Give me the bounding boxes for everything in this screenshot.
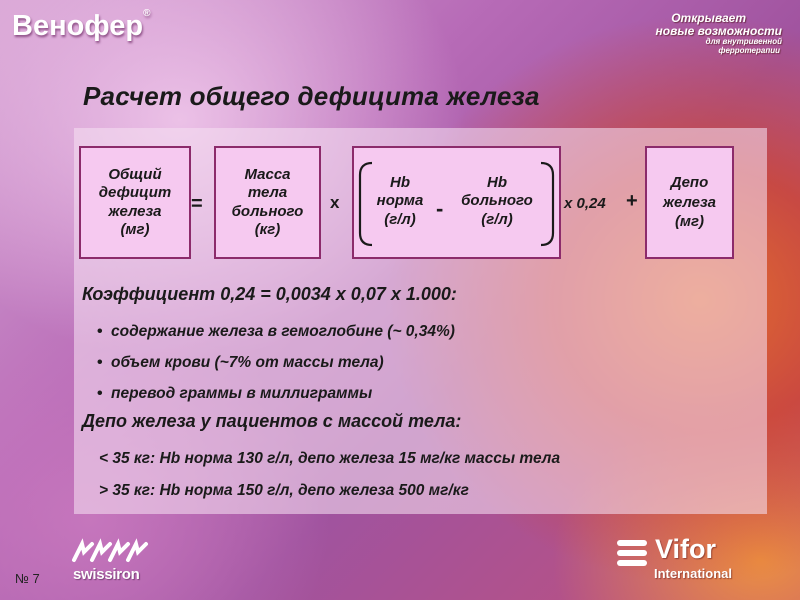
factor-label: x 0,24 <box>564 195 606 212</box>
vifor-name: Vifor <box>655 534 717 564</box>
vifor-logo <box>615 534 733 581</box>
body-mass-box <box>214 146 321 259</box>
minus-sign: - <box>436 196 444 221</box>
brand-name: Венофер <box>12 10 144 42</box>
hb-norm-line: Hb <box>390 174 410 191</box>
list-item-text: объем крови (~7% от массы тела) <box>111 353 384 371</box>
coefficient-heading: Коэффициент 0,24 = 0,0034 x 0,07 x 1.000: <box>82 284 457 304</box>
mass-line: больного <box>231 202 304 220</box>
list-item-text: содержание железа в гемоглобине (~ 0,34%) <box>111 322 455 340</box>
hb-norm <box>367 174 433 229</box>
deficit-line: Общий <box>108 165 162 183</box>
bullet-icon: • <box>97 353 103 371</box>
bullet-icon: • <box>97 384 103 402</box>
tagline-line-2: новые возможности <box>655 23 782 38</box>
swissiron-logo <box>70 538 150 583</box>
hb-norm-line: (г/л) <box>384 210 416 228</box>
depot-line: железа <box>662 193 717 211</box>
hb-patient-line: (г/л) <box>481 210 513 228</box>
tagline-line-1: Открывает <box>671 11 746 25</box>
coefficient-list <box>97 316 455 409</box>
hb-patient <box>450 174 544 229</box>
depot-line: (мг) <box>674 213 705 231</box>
swissiron-text: swissiron <box>73 566 140 583</box>
brand-logo <box>12 10 151 43</box>
depot-line: Депо <box>670 174 709 192</box>
registered-mark: ® <box>143 8 151 19</box>
deficit-box <box>79 146 191 259</box>
swissiron-mark-icon <box>70 538 150 564</box>
depot-heading: Депо железа у пациентов с массой тела: <box>82 411 462 431</box>
hb-patient-line: Hb <box>487 174 507 191</box>
mass-line: Масса <box>244 165 291 183</box>
weight-list <box>99 443 560 507</box>
weight-rule: > 35 кг: Hb норма 150 г/л, депо железа 500 мг/кг <box>99 482 469 499</box>
vifor-stripes-icon <box>615 538 651 570</box>
mass-line: тела <box>247 184 288 202</box>
tagline <box>656 12 782 55</box>
equals-sign: = <box>191 193 203 215</box>
multiply-sign: x <box>330 193 340 212</box>
deficit-line: железа <box>108 202 162 220</box>
list-item-text: перевод граммы в миллиграммы <box>111 384 373 402</box>
hb-patient-line: больного <box>461 192 533 210</box>
deficit-line: (мг) <box>120 220 150 238</box>
page-number: № 7 <box>15 571 40 586</box>
tagline-line-4: ферротерапии <box>718 45 780 55</box>
slide-title: Расчет общего дефицита железа <box>83 81 540 111</box>
list-item <box>97 347 455 378</box>
vifor-subtitle: International <box>654 566 733 581</box>
list-item <box>97 378 455 409</box>
list-item <box>97 316 455 347</box>
weight-rule: < 35 кг: Hb норма 130 г/л, депо железа 15 мг/кг массы тела <box>99 450 561 467</box>
hb-norm-line: норма <box>376 192 424 210</box>
mass-line: (кг) <box>254 220 281 238</box>
iron-depot-box <box>645 146 734 259</box>
deficit-line: дефицит <box>98 184 172 202</box>
bullet-icon: • <box>97 322 103 340</box>
plus-sign: + <box>626 190 638 212</box>
tagline-line-3: для внутривенной <box>705 37 782 47</box>
